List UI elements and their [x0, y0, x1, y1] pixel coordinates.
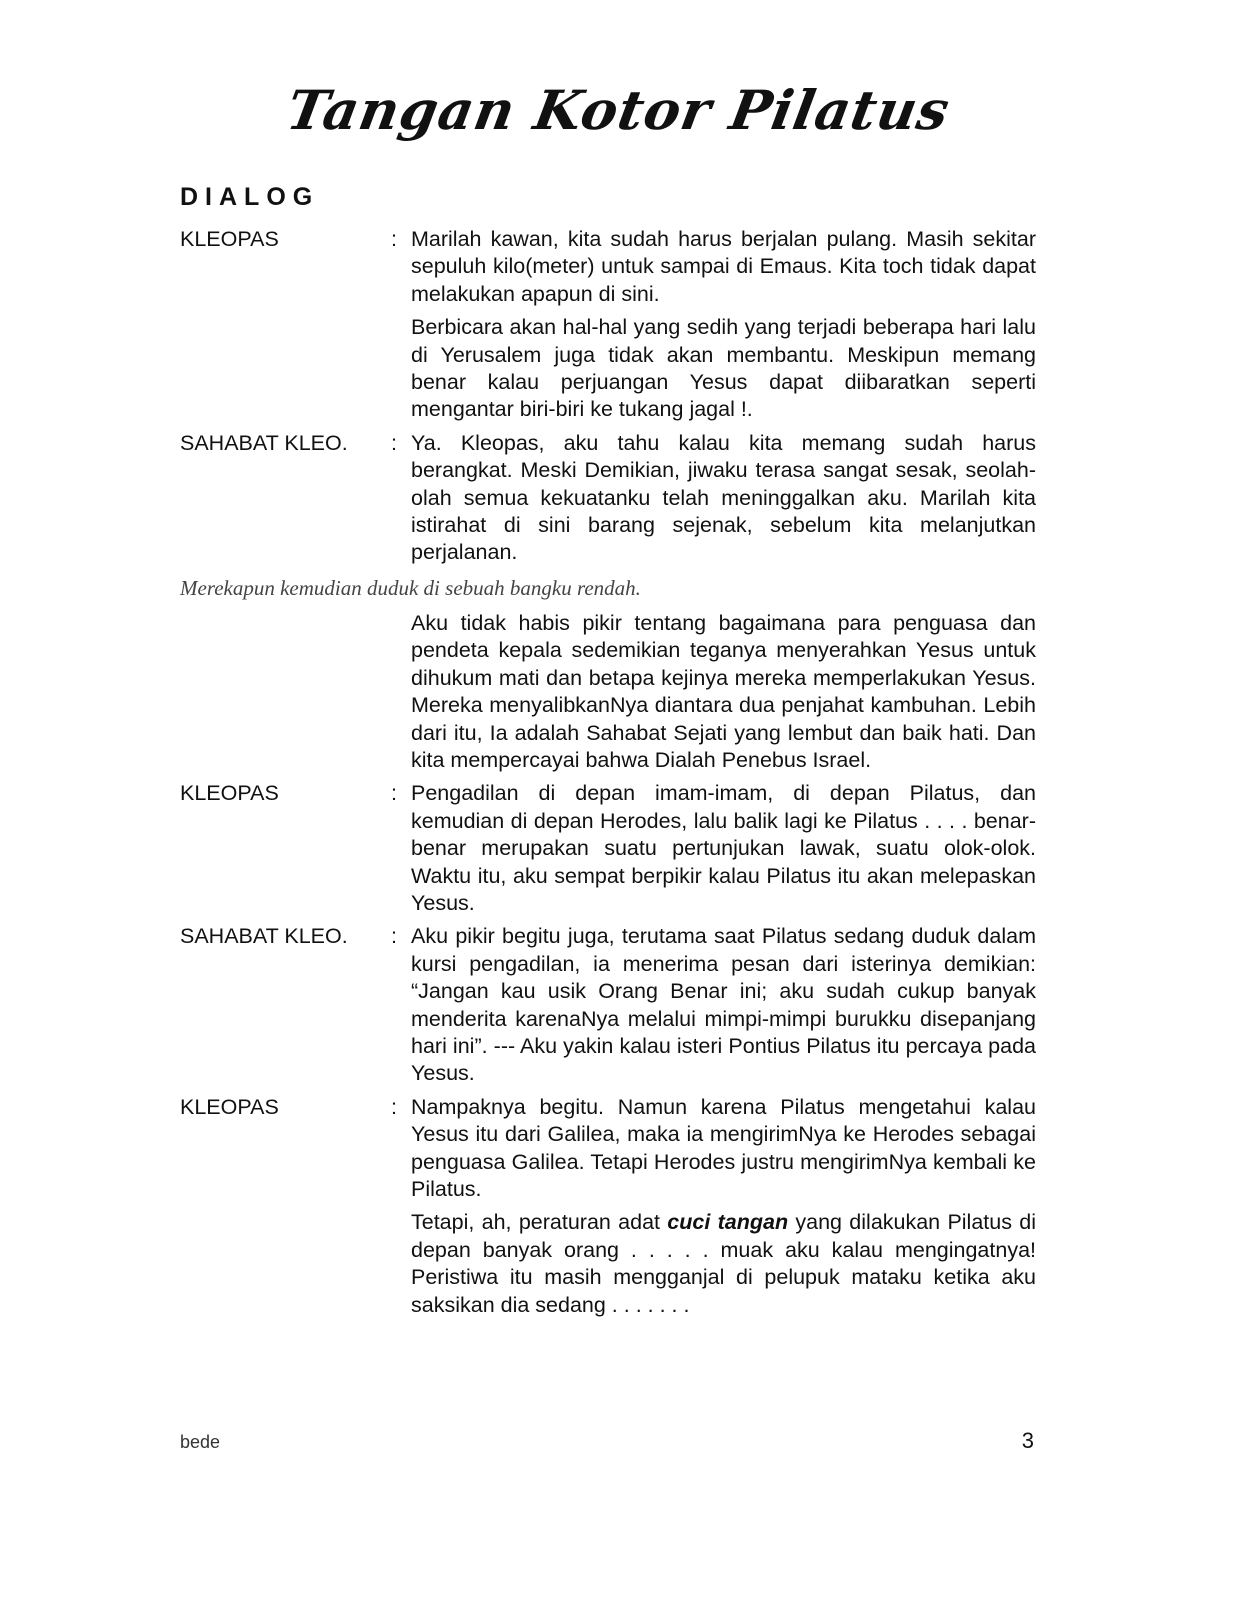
- dialog-row: [180, 780, 1036, 917]
- dialog-row: [180, 923, 1036, 1087]
- speaker-colon: :: [391, 430, 397, 455]
- footer-author: bede: [180, 1432, 221, 1452]
- speaker-colon: :: [391, 781, 397, 806]
- page-number: 3: [1021, 1428, 1034, 1453]
- speech-paragraph: Ya. Kleopas, aku tahu kalau kita memang sudah harus berangkat. Meski Demikian, jiwaku terasa sangat sesak, seolah-olah semua kekuatanku telah meninggalkan aku. Marilah kita istirahat di sini barang sejenak, sebelum kita melanjutkan perjalanan.: [411, 430, 1036, 565]
- page-title: Tangan Kotor Pilatus: [282, 78, 955, 142]
- speech: [411, 1094, 1036, 1319]
- stage-direction: Merekapun kemudian duduk di sebuah bangku rendah.: [180, 575, 641, 600]
- speech-paragraph: Pengadilan di depan imam-imam, di depan Pilatus, dan kemudian di depan Herodes, lalu balik lagi ke Pilatus . . . . benar-benar merupakan suatu pertunjukan lawak, suatu olok-olok. Waktu itu, aku sempat berpikir kalau Pilatus itu akan melepaskan Yesus.: [411, 781, 1036, 915]
- speech-paragraph: Aku tidak habis pikir tentang bagaimana para penguasa dan pendeta kepala sedemikian teganya menyerahkan Yesus untuk dihukum mati dan betapa kejinya mereka memperlakukan Yesus. Mereka menyalibkanNya diantara dua penjahat kambuhan. Lebih dari itu, Ia adalah Sahabat Sejati yang lembut dan baik hati. Dan kita mempercayai bahwa Dialah Penebus Israel.: [411, 610, 1036, 772]
- speech-paragraph-emphasis: [411, 1209, 1036, 1319]
- dialog-row: [180, 226, 1036, 424]
- speaker-colon: :: [391, 1094, 397, 1119]
- dialog-row: [180, 1094, 1036, 1319]
- speech: [411, 780, 1036, 917]
- text-segment: Tetapi, ah, peraturan adat: [411, 1210, 668, 1235]
- section-heading: DIALOG: [180, 183, 320, 211]
- speech-paragraph: Berbicara akan hal-hal yang sedih yang terjadi beberapa hari lalu di Yerusalem juga tidak akan membantu. Meskipun memang benar kalau perjuangan Yesus dapat diibaratkan seperti mengantar biri-biri ke tukang jagal !.: [411, 315, 1036, 422]
- text-segment: yang dilakukan Pilatus di depan banyak orang . . . . . muak aku kalau mengingatnya! Peristiwa itu masih mengganjal di pelupuk mataku ketika aku saksikan dia sedang . . . . . . .: [411, 1210, 1036, 1317]
- speech-paragraph: Aku pikir begitu juga, terutama saat Pilatus sedang duduk dalam kursi pengadilan, ia menerima pesan dari isterinya demikian: “Jangan kau usik Orang Benar ini; aku sudah cukup banyak menderita karenaNya melalui mimpi-mimpi burukku disepanjang hari ini”. --- Aku yakin kalau isteri Pontius Pilatus itu percaya pada Yesus.: [411, 924, 1036, 1086]
- speech: [411, 923, 1036, 1087]
- dialog-body: [180, 226, 1036, 1319]
- speech: [411, 430, 1036, 567]
- speaker-name: SAHABAT KLEO.: [180, 924, 348, 949]
- emphasized-text: cuci tangan: [667, 1210, 789, 1235]
- speaker-name: KLEOPAS: [180, 1094, 279, 1119]
- speaker-name-empty: [180, 610, 391, 774]
- speaker-name: SAHABAT KLEO.: [180, 430, 348, 455]
- speaker-colon: :: [391, 227, 397, 251]
- speech-paragraph: Nampaknya begitu. Namun karena Pilatus mengetahui kalau Yesus itu dari Galilea, maka ia mengirimNya ke Herodes sebagai penguasa Galilea. Tetapi Herodes justru mengirimNya kembali ke Pilatus.: [411, 1094, 1036, 1201]
- speech-paragraph: Marilah kawan, kita sudah harus berjalan pulang. Masih sekitar sepuluh kilo(meter) untuk sampai di Emaus. Kita toch tidak dapat melakukan apapun di sini.: [411, 227, 1036, 306]
- speaker-name: KLEOPAS: [180, 781, 279, 806]
- speaker-colon: :: [391, 924, 397, 949]
- speech: [411, 610, 1036, 774]
- dialog-row: [180, 430, 1036, 567]
- speaker-name: KLEOPAS: [180, 227, 279, 251]
- dialog-row: [180, 610, 1036, 774]
- speaker-colon-empty: [391, 610, 411, 774]
- speech: [411, 226, 1036, 424]
